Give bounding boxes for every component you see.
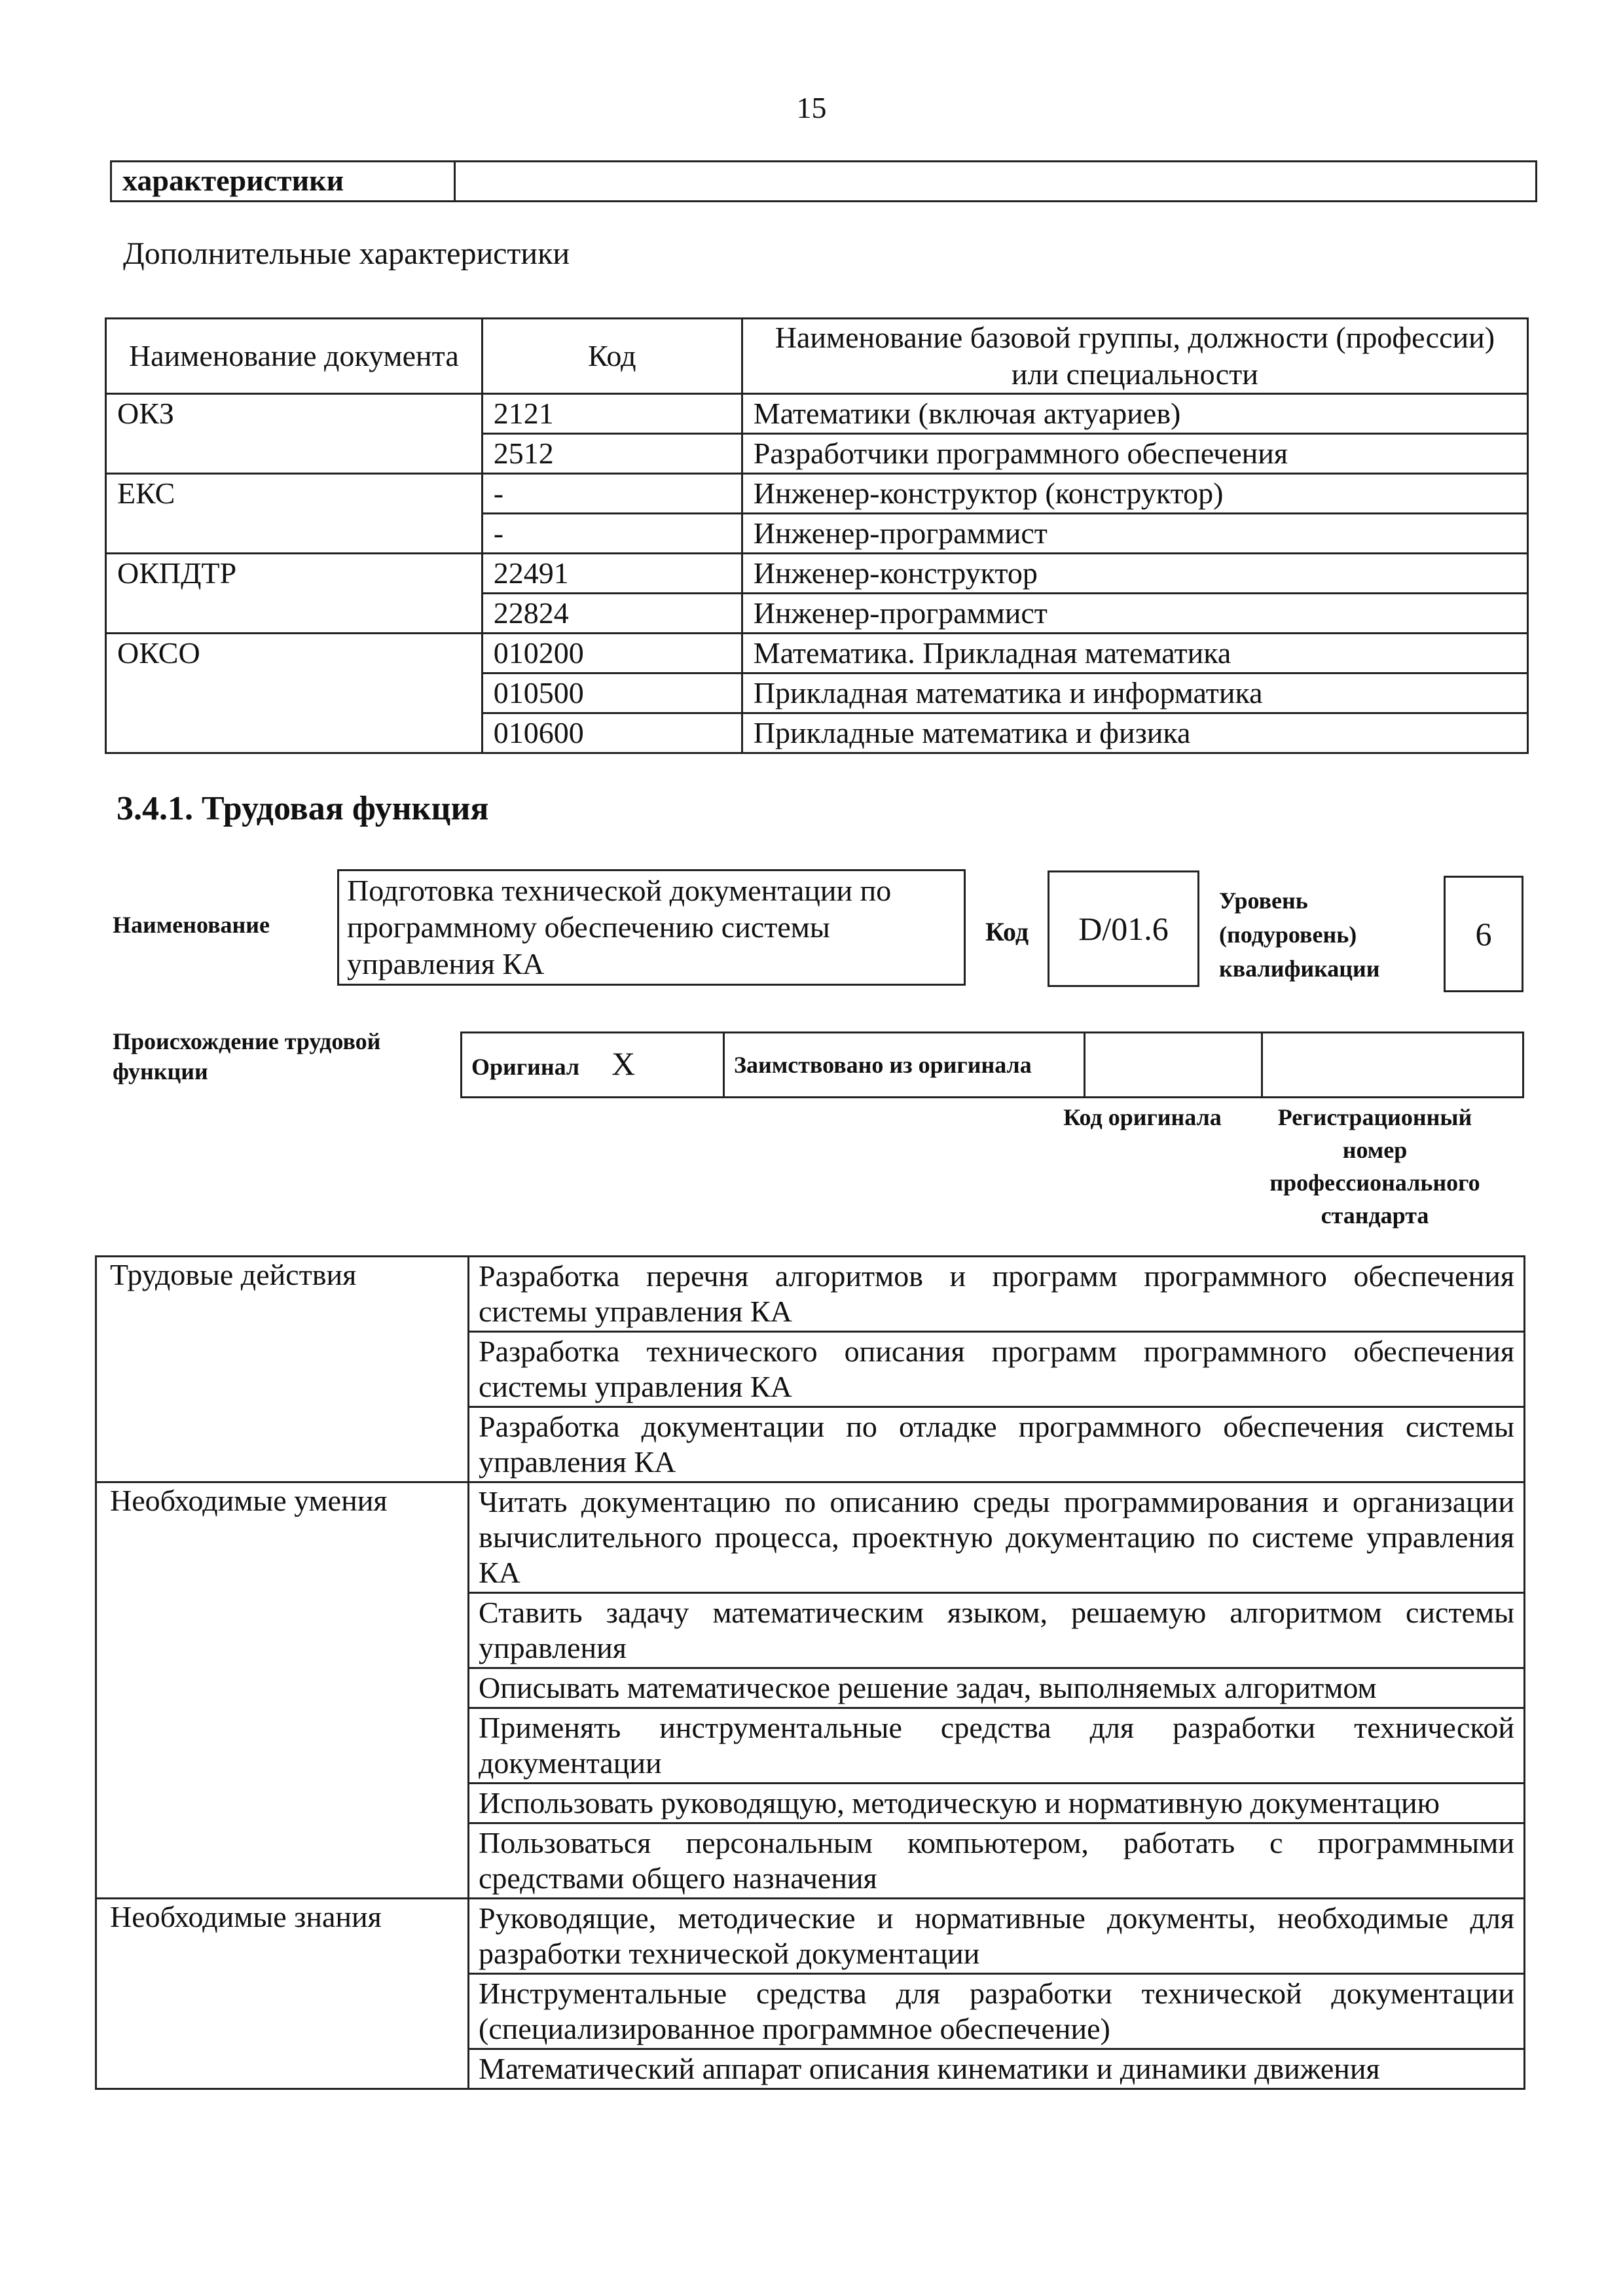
cell-name: Инженер-конструктор [742,554,1527,594]
knowledge-item: Инструментальные средства для разработки технической документации (специализированное программное обеспечение) [469,1974,1525,2049]
cell-code: 010500 [482,673,742,713]
cell-code: 2512 [482,434,742,474]
cell-name: Инженер-программист [742,594,1527,634]
skill-item: Применять инструментальные средства для разработки технической документации [469,1708,1525,1784]
labor-action-item: Разработка документации по отладке программного обеспечения системы управления КА [469,1407,1525,1482]
skill-item: Использовать руководящую, методическую и нормативную документацию [469,1784,1525,1823]
section-heading: Дополнительные характеристики [123,236,570,271]
table-row [106,394,1528,434]
function-heading: 3.4.1. Трудовая функция [117,790,489,827]
cell-code: 010200 [482,634,742,673]
page-number: 15 [796,91,827,124]
cell-name: Прикладные математика и физика [742,713,1527,753]
cell-name: Математики (включая актуариев) [742,394,1527,434]
labor-action-item: Разработка перечня алгоритмов и программ программного обеспечения системы управления КА [469,1257,1525,1332]
function-name-label: Наименование [113,912,270,938]
skill-item: Ставить задачу математическим языком, решаемую алгоритмом системы управления [469,1593,1525,1668]
registration-number-caption: Регистрационный номер профессионального стандарта [1269,1104,1480,1229]
original-code-caption: Код оригинала [1063,1104,1222,1130]
table-row [462,1033,1523,1098]
labor-action-item: Разработка технического описания программ программного обеспечения системы управления КА [469,1332,1525,1407]
function-code-box: D/01.6 [1048,870,1199,987]
qualification-level-box: 6 [1444,876,1523,992]
cell-code: 010600 [482,713,742,753]
cell-name: Инженер-программист [742,514,1527,554]
labor-actions-label: Трудовые действия [96,1257,469,1482]
cell-doc: ЕКС [106,474,483,554]
cell-code: - [482,474,742,514]
characteristics-value [455,162,1537,202]
table-row [111,162,1537,202]
original-code-cell [1085,1033,1262,1098]
characteristics-label: характеристики [111,162,455,202]
function-name-box: Подготовка технической документации по программному обеспечению системы управления КА [337,869,966,986]
original-label: Оригинал [471,1053,580,1080]
cell-code: 2121 [482,394,742,434]
cell-doc: ОКСО [106,634,483,753]
skill-item: Пользоваться персональным компьютером, работать с программными средствами общего назначения [469,1823,1525,1899]
table-row [106,634,1528,673]
cell-doc: ОКПДТР [106,554,483,634]
table-header-row [106,319,1528,394]
header-document: Наименование документа [106,319,483,394]
function-code-label: Код [985,917,1029,946]
knowledge-item: Математический аппарат описания кинематики и динамики движения [469,2049,1525,2089]
origin-cell [462,1033,724,1098]
labor-functions-table [95,1255,1525,2090]
cell-name: Прикладная математика и информатика [742,673,1527,713]
characteristics-table [110,160,1537,202]
header-code: Код [482,319,742,394]
original-mark: X [611,1045,636,1082]
registration-number-cell [1262,1033,1523,1098]
skill-item: Читать документацию по описанию среды программирования и организации вычислительного процесса, проектную документацию по системе управления КА [469,1482,1525,1593]
table-row [96,1482,1525,1593]
knowledge-item: Руководящие, методические и нормативные документы, необходимые для разработки технической документации [469,1899,1525,1974]
header-name: Наименование базовой группы, должности (профессии) или специальности [742,319,1527,394]
table-row [106,554,1528,594]
cell-name: Разработчики программного обеспечения [742,434,1527,474]
cell-code: - [482,514,742,554]
required-knowledge-label: Необходимые знания [96,1899,469,2089]
cell-name: Математика. Прикладная математика [742,634,1527,673]
origin-label: Происхождение трудовой функции [113,1028,381,1085]
qualification-level-label [1219,884,1415,986]
skill-item: Описывать математическое решение задач, выполняемых алгоритмом [469,1668,1525,1708]
origin-table [460,1031,1524,1098]
required-skills-label: Необходимые умения [96,1482,469,1899]
cell-doc: ОКЗ [106,394,483,474]
borrowed-label: Заимствовано из оригинала [724,1033,1085,1098]
table-row [96,1257,1525,1332]
cell-code: 22824 [482,594,742,634]
table-row [96,1899,1525,1974]
cell-code: 22491 [482,554,742,594]
table-row [106,474,1528,514]
codes-table [105,317,1529,754]
qualification-level-label-text: Уровень (подуровень) квалификации [1219,888,1380,982]
cell-name: Инженер-конструктор (конструктор) [742,474,1527,514]
